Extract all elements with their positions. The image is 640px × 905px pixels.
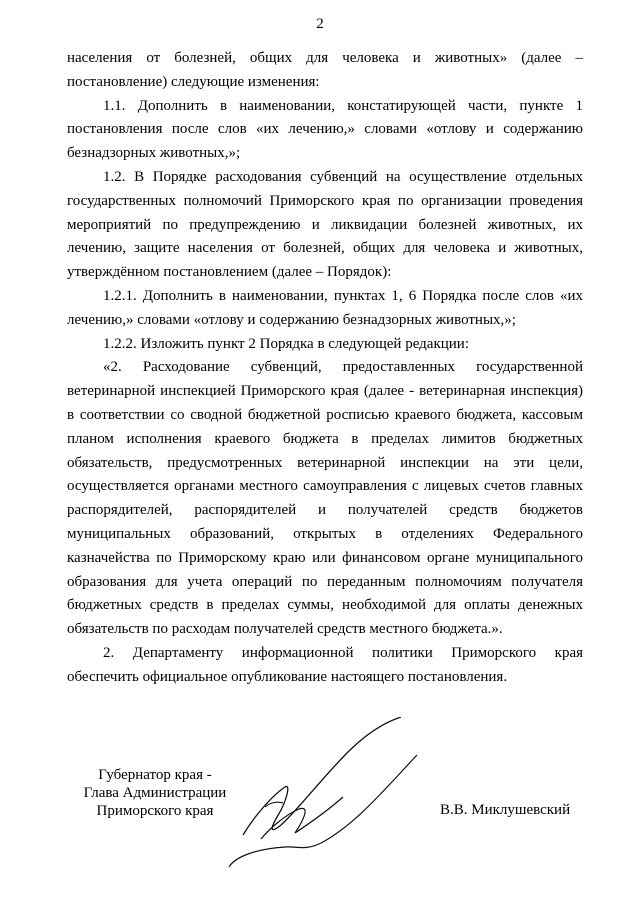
paragraph-1-2: 1.2. В Порядке расходования субвенций на осуществление отдельных государственных полномочий Приморского края по организации проведения мероприятий по предупреждению и ликвидации болезней животных, их лечению, защите населения от болезней, общих для человека и животных, утверждённом постановлением (далее – Порядок): <box>67 168 583 281</box>
paragraph-1-2-1: 1.2.1. Дополнить в наименовании, пунктах 1, 6 Порядка после слов «их лечению,» словами «отлову и содержанию безнадзорных животных,»; <box>67 287 583 328</box>
paragraph-intro: населения от болезней, общих для человека и животных» (далее – постановление) следующие изменения: <box>67 50 583 90</box>
signatory-name: В.В. Миклушевский <box>440 802 571 818</box>
paragraph-quoted-2: «2. Расходование субвенций, предоставленных государственной ветеринарной инспекцией Приморского края (далее - ветеринарная инспекция) в соответствии со сводной бюджетной росписью краевого бюджета, кассовым планом исполнения краевого бюджета в пределах лимитов бюджетных обязательств, предусмотренных ветеринарной инспекции на эти цели, осуществляется органами местного самоуправления с лицевых счетов главных распорядителей, распорядителей и получателей средств бюджетов муниципальных образований, открытых в отделениях Федерального казначейства по Приморскому краю или финансовом органе муниципального образования для учета операций по переданным полномочиям получателя бюджетных средств в пределах суммы, необходимой для оплаты денежных обязательств по расходам получателей средств местного бюджета.». <box>67 359 583 638</box>
paragraph-2: 2. Департаменту информационной политики Приморского края обеспечить официальное опубликование настоящего постановления. <box>67 644 583 685</box>
signatory-title-line: Глава Администрации <box>83 785 227 801</box>
signature-block <box>0 762 640 882</box>
paragraph-1-1: 1.1. Дополнить в наименовании, констатирующей части, пункте 1 постановления после слов «их лечению,» словами «отлову и содержанию безнадзорных животных,»; <box>67 97 583 162</box>
document-body <box>67 47 583 690</box>
handwritten-signature <box>225 717 435 877</box>
signatory-title-line: Губернатор края - <box>98 767 212 783</box>
signatory-title <box>60 766 250 820</box>
signatory-title-line: Приморского края <box>96 803 214 819</box>
paragraph-1-2-2: 1.2.2. Изложить пункт 2 Порядка в следующей редакции: <box>103 335 469 352</box>
page-number: 2 <box>316 16 324 32</box>
